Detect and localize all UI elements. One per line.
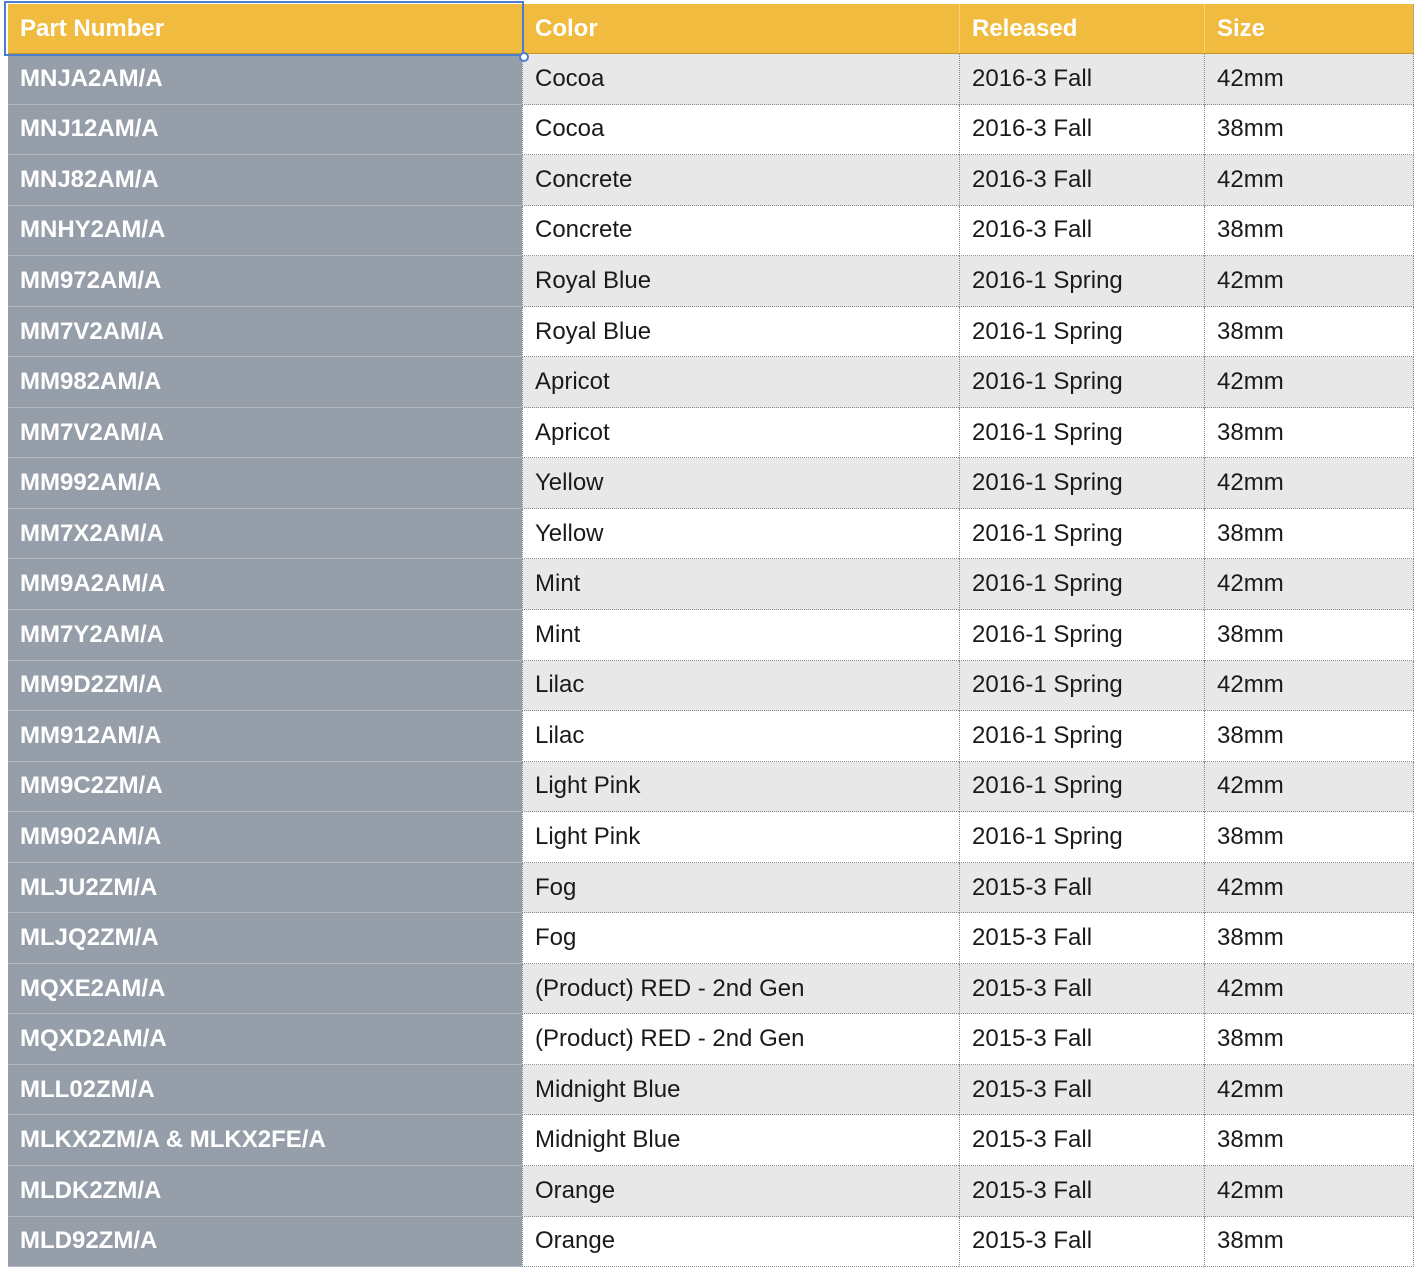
cell-part-number[interactable]: MM912AM/A xyxy=(8,711,522,762)
cell-size[interactable]: 42mm xyxy=(1204,357,1414,408)
cell-color[interactable]: Apricot xyxy=(522,408,959,459)
table-row xyxy=(8,1217,1414,1268)
table-row xyxy=(8,307,1414,358)
cell-released[interactable]: 2016-3 Fall xyxy=(959,206,1204,257)
cell-part-number[interactable]: MM902AM/A xyxy=(8,812,522,863)
cell-color[interactable]: Cocoa xyxy=(522,54,959,105)
cell-part-number[interactable]: MLKX2ZM/A & MLKX2FE/A xyxy=(8,1115,522,1166)
cell-part-number[interactable]: MM7X2AM/A xyxy=(8,509,522,560)
cell-released[interactable]: 2016-1 Spring xyxy=(959,256,1204,307)
cell-released[interactable]: 2016-1 Spring xyxy=(959,711,1204,762)
cell-part-number[interactable]: MM972AM/A xyxy=(8,256,522,307)
cell-size[interactable]: 42mm xyxy=(1204,559,1414,610)
cell-released[interactable]: 2016-1 Spring xyxy=(959,812,1204,863)
cell-size[interactable]: 38mm xyxy=(1204,812,1414,863)
cell-released[interactable]: 2015-3 Fall xyxy=(959,1217,1204,1268)
cell-color[interactable]: Light Pink xyxy=(522,812,959,863)
selection-resize-handle[interactable] xyxy=(519,52,529,62)
cell-color[interactable]: Midnight Blue xyxy=(522,1115,959,1166)
cell-size[interactable]: 42mm xyxy=(1204,863,1414,914)
cell-size[interactable]: 42mm xyxy=(1204,1166,1414,1217)
cell-color[interactable]: Lilac xyxy=(522,711,959,762)
cell-size[interactable]: 38mm xyxy=(1204,913,1414,964)
table-row xyxy=(8,762,1414,813)
cell-part-number[interactable]: MLJU2ZM/A xyxy=(8,863,522,914)
cell-color[interactable]: Fog xyxy=(522,863,959,914)
cell-color[interactable]: Orange xyxy=(522,1166,959,1217)
cell-released[interactable]: 2015-3 Fall xyxy=(959,913,1204,964)
cell-released[interactable]: 2016-1 Spring xyxy=(959,307,1204,358)
cell-color[interactable]: Concrete xyxy=(522,155,959,206)
cell-released[interactable]: 2016-3 Fall xyxy=(959,105,1204,156)
cell-part-number[interactable]: MM7V2AM/A xyxy=(8,408,522,459)
cell-released[interactable]: 2016-1 Spring xyxy=(959,357,1204,408)
header-cell-released[interactable]: Released xyxy=(959,4,1204,53)
table-row xyxy=(8,509,1414,560)
cell-size[interactable]: 38mm xyxy=(1204,307,1414,358)
table-row xyxy=(8,206,1414,257)
table-row xyxy=(8,1115,1414,1166)
cell-size[interactable]: 42mm xyxy=(1204,661,1414,712)
table-row xyxy=(8,1065,1414,1116)
cell-part-number[interactable]: MM9D2ZM/A xyxy=(8,661,522,712)
cell-part-number[interactable]: MM7Y2AM/A xyxy=(8,610,522,661)
table-row xyxy=(8,1166,1414,1217)
cell-color[interactable]: Fog xyxy=(522,913,959,964)
cell-released[interactable]: 2015-3 Fall xyxy=(959,863,1204,914)
cell-color[interactable]: Light Pink xyxy=(522,762,959,813)
cell-released[interactable]: 2016-1 Spring xyxy=(959,610,1204,661)
cell-part-number[interactable]: MLJQ2ZM/A xyxy=(8,913,522,964)
cell-color[interactable]: Yellow xyxy=(522,509,959,560)
cell-size[interactable]: 38mm xyxy=(1204,1014,1414,1065)
cell-released[interactable]: 2016-1 Spring xyxy=(959,509,1204,560)
cell-released[interactable]: 2016-1 Spring xyxy=(959,762,1204,813)
cell-color[interactable]: Royal Blue xyxy=(522,256,959,307)
cell-color[interactable]: Royal Blue xyxy=(522,307,959,358)
cell-color[interactable]: Concrete xyxy=(522,206,959,257)
table-row xyxy=(8,661,1414,712)
table-row xyxy=(8,1014,1414,1065)
cell-size[interactable]: 38mm xyxy=(1204,206,1414,257)
cell-color[interactable]: Apricot xyxy=(522,357,959,408)
cell-part-number[interactable]: MNJ12AM/A xyxy=(8,105,522,156)
cell-released[interactable]: 2015-3 Fall xyxy=(959,1166,1204,1217)
spreadsheet-table xyxy=(8,4,1414,1267)
cell-released[interactable]: 2016-3 Fall xyxy=(959,54,1204,105)
cell-released[interactable]: 2016-1 Spring xyxy=(959,408,1204,459)
header-cell-part-number[interactable]: Part Number xyxy=(20,14,165,42)
cell-released[interactable]: 2016-1 Spring xyxy=(959,559,1204,610)
header-cell-size[interactable]: Size xyxy=(1204,4,1414,53)
cell-part-number[interactable]: MM992AM/A xyxy=(8,458,522,509)
cell-color[interactable]: Lilac xyxy=(522,661,959,712)
cell-part-number[interactable]: MQXE2AM/A xyxy=(8,964,522,1015)
cell-part-number[interactable]: MNHY2AM/A xyxy=(8,206,522,257)
cell-size[interactable]: 38mm xyxy=(1204,711,1414,762)
cell-released[interactable]: 2016-1 Spring xyxy=(959,661,1204,712)
cell-part-number[interactable]: MNJ82AM/A xyxy=(8,155,522,206)
cell-released[interactable]: 2015-3 Fall xyxy=(959,1065,1204,1116)
header-row xyxy=(8,4,1414,54)
table-row xyxy=(8,408,1414,459)
table-body xyxy=(8,54,1414,1267)
cell-part-number[interactable]: MLD92ZM/A xyxy=(8,1217,522,1268)
table-row xyxy=(8,105,1414,156)
table-row xyxy=(8,610,1414,661)
table-row xyxy=(8,711,1414,762)
cell-size[interactable]: 38mm xyxy=(1204,509,1414,560)
cell-part-number[interactable]: MM9A2AM/A xyxy=(8,559,522,610)
cell-part-number[interactable]: MQXD2AM/A xyxy=(8,1014,522,1065)
table-row xyxy=(8,256,1414,307)
cell-size[interactable]: 38mm xyxy=(1204,105,1414,156)
cell-part-number[interactable]: MLL02ZM/A xyxy=(8,1065,522,1116)
cell-part-number[interactable]: MNJA2AM/A xyxy=(8,54,522,105)
cell-released[interactable]: 2015-3 Fall xyxy=(959,1115,1204,1166)
cell-color[interactable]: Yellow xyxy=(522,458,959,509)
cell-size[interactable]: 42mm xyxy=(1204,458,1414,509)
cell-color[interactable]: Cocoa xyxy=(522,105,959,156)
cell-released[interactable]: 2015-3 Fall xyxy=(959,1014,1204,1065)
cell-part-number[interactable]: MM982AM/A xyxy=(8,357,522,408)
cell-size[interactable]: 38mm xyxy=(1204,408,1414,459)
cell-color[interactable]: Midnight Blue xyxy=(522,1065,959,1116)
table-row xyxy=(8,155,1414,206)
table-row xyxy=(8,357,1414,408)
cell-color[interactable]: (Product) RED - 2nd Gen xyxy=(522,1014,959,1065)
cell-released[interactable]: 2016-1 Spring xyxy=(959,458,1204,509)
table-row xyxy=(8,812,1414,863)
cell-color[interactable]: Mint xyxy=(522,610,959,661)
cell-part-number[interactable]: MM7V2AM/A xyxy=(8,307,522,358)
cell-part-number[interactable]: MLDK2ZM/A xyxy=(8,1166,522,1217)
cell-size[interactable]: 42mm xyxy=(1204,54,1414,105)
table-row xyxy=(8,913,1414,964)
table-row xyxy=(8,458,1414,509)
cell-size[interactable]: 42mm xyxy=(1204,155,1414,206)
cell-size[interactable]: 42mm xyxy=(1204,256,1414,307)
cell-size[interactable]: 42mm xyxy=(1204,964,1414,1015)
cell-size[interactable]: 38mm xyxy=(1204,1115,1414,1166)
cell-size[interactable]: 42mm xyxy=(1204,1065,1414,1116)
cell-released[interactable]: 2016-3 Fall xyxy=(959,155,1204,206)
cell-released[interactable]: 2015-3 Fall xyxy=(959,964,1204,1015)
cell-part-number[interactable]: MM9C2ZM/A xyxy=(8,762,522,813)
header-cell-color[interactable]: Color xyxy=(522,4,959,53)
table-row xyxy=(8,559,1414,610)
cell-color[interactable]: (Product) RED - 2nd Gen xyxy=(522,964,959,1015)
table-row xyxy=(8,964,1414,1015)
table-row xyxy=(8,863,1414,914)
cell-size[interactable]: 42mm xyxy=(1204,762,1414,813)
cell-color[interactable]: Orange xyxy=(522,1217,959,1268)
table-row xyxy=(8,54,1414,105)
cell-size[interactable]: 38mm xyxy=(1204,610,1414,661)
cell-color[interactable]: Mint xyxy=(522,559,959,610)
cell-size[interactable]: 38mm xyxy=(1204,1217,1414,1268)
